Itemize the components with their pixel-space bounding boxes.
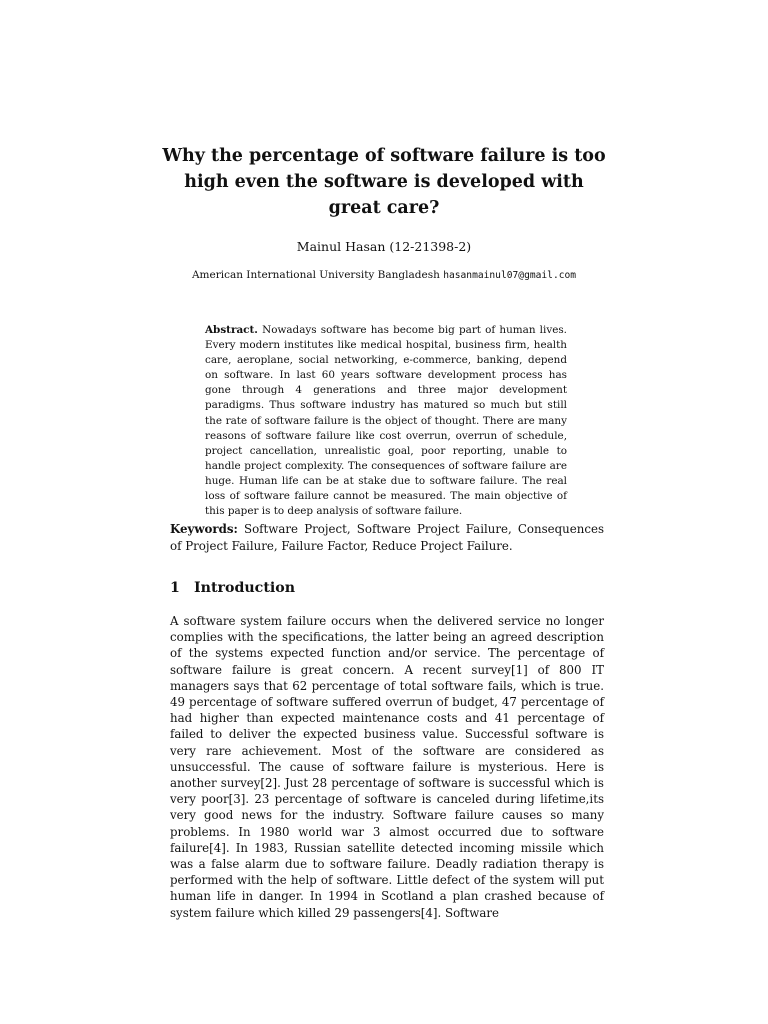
abstract [205, 323, 567, 519]
affiliation-line [0, 268, 768, 283]
abstract-text: Nowadays software has become big part of human lives. Every modern institutes like medical hospital, business firm, health care, aeroplane, social networking, e-commerce, banking, depend on software. In last 60 years software development process has gone through 4 generations and three major development paradigms. Thus software industry has matured so much but still the rate of software failure is the object of thought. There are many reasons of software failure like cost overrun, overrun of schedule, project cancellation, unrealistic goal, poor reporting, unable to handle project complexity. The consequences of software failure are huge. Human life can be at stake due to software failure. The real loss of software failure cannot be measured. The main objective of this paper is to deep analysis of software failure. [205, 324, 567, 518]
section-heading-introduction [170, 579, 295, 597]
author-line: Mainul Hasan (12-21398-2) [296, 239, 472, 254]
keywords [170, 521, 604, 555]
paper-title: Why the percentage of software failure is too high even the software is developed with great care? [162, 146, 606, 218]
keywords-text: Software Project, Software Project Failure, Consequences of Project Failure, Failure Factor, Reduce Project Failure. [170, 522, 604, 553]
section-number: 1 [170, 580, 180, 596]
abstract-label: Abstract. [205, 324, 258, 336]
affiliation: American International University Bangladesh [191, 269, 440, 281]
introduction-paragraph: A software system failure occurs when the delivered service no longer complies with the specifications, the latter being an agreed description of the systems expected function and/or service. The percentage of software failure is great concern. A recent survey[1] of 800 IT managers says that 62 percentage of total software fails, which is true. 49 percentage of software suffered overrun of budget, 47 percentage of had higher than expected maintenance costs and 41 percentage of failed to deliver the expected business value. Successful software is very rare achievement. Most of the software are considered as unsuccessful. The cause of software failure is mysterious. Here is another survey[2]. Just 28 percentage of software is successful which is very poor[3]. 23 percentage of software is canceled during lifetime,its very good news for the industry. Software failure causes so many problems. In 1980 world war 3 almost occurred due to software failure[4]. In 1983, Russian satellite detected incoming missile which was a false alarm due to software failure. Deadly radiation therapy is performed with the help of software. Little defect of the system will put human life in danger. In 1994 in Scotland a plan crashed because of system failure which killed 29 passengers[4]. Software [170, 614, 604, 920]
keywords-label: Keywords: [170, 522, 238, 536]
author-email: hasanmainul07@gmail.com [443, 270, 577, 281]
section-title: Introduction [194, 580, 296, 596]
